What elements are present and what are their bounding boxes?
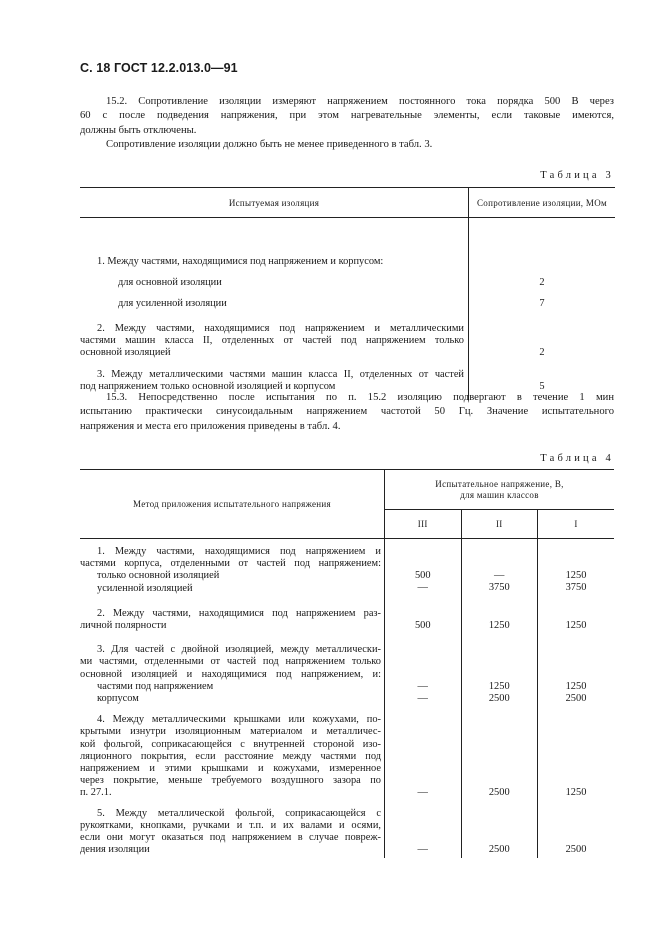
column-header-class-ii: II [461,510,538,539]
value-class-ii: — 3750 [461,539,538,603]
row-text: основной изоляцией и находящимися под напряжением, и: [80,668,381,680]
value-class-iii: 500 — [385,539,462,603]
row-text: дения изоляции [80,844,150,856]
table-row [80,808,614,859]
row-text: ми частями, отделенными от частей под напряжением только [80,656,381,668]
table-header-row [80,188,615,218]
table-4-caption: Таблица 4 [540,453,614,464]
row-value [469,218,616,278]
row-text: ляционного покрытия, если расстояние между частями под [80,750,381,762]
row-text: для усиленной изоляции [118,298,227,310]
row-text: усиленной изоляцией [97,582,193,594]
row-text: 1. Между частями, находящимися под напряжением и корпусом: [97,256,384,267]
row-text: 3. Между металлическими частями машин класса II, отделенных от частей [97,369,464,381]
text-line: напряжения и места его приложения приведены в табл. 4. [80,420,341,432]
value-class-ii: 2500 [461,714,538,807]
text-line: должны быть отключены. [80,124,197,136]
row-text: п. 27.1. [80,787,112,799]
value-class-iii: 500 [385,603,462,644]
row-text: 3. Для частей с двойной изоляцией, между металлически- [97,644,381,656]
row-text: 1. Между частями, находящимися под напряжением и [97,546,381,557]
text-line: 15.3. Непосредственно после испытания по п. 15.2 изоляцию подвергают в течение 1 мин [106,392,614,403]
row-text: кой фольгой, соприкасающейся с внутренней стороной изо- [80,738,381,750]
page-header: С. 18 ГОСТ 12.2.013.0—91 [80,61,238,75]
table-row [80,323,615,370]
text-line: 15.2. Сопротивление изоляции измеряют напряжением постоянного тока порядка 500 В через [106,96,614,107]
value-class-ii: 1250 [461,603,538,644]
table-row [80,714,614,807]
value-class-i: 1250 3750 [565,570,587,594]
row-text: крытыми изнутри изоляционным материалом и металличес- [80,726,381,738]
value-class-iii: — [385,714,462,807]
column-header-resistance: Сопротивление изоляции, МОм [469,188,616,218]
table-3 [80,187,615,400]
table-row [80,218,615,278]
row-text: под напряжением только основной изоляцией и корпусом [80,381,336,393]
value-class-i: 2500 [565,844,587,856]
text-line: испытанию практически синусоидальным напряжением частотой 50 Гц. Значение испытательного [80,406,614,418]
column-header-class-i: I [538,510,615,539]
value-class-ii: 1250 2500 [461,644,538,714]
table-row [80,277,615,298]
value-class-iii: — — [385,644,462,714]
table-row [80,644,614,714]
column-header-class-iii: III [385,510,462,539]
table-row [80,298,615,322]
row-text: частями под напряжением [97,680,214,692]
row-text: рукоятками, кнопками, ручками и т.п. и их валами и осями, [80,819,381,831]
column-header-voltage: Испытательное напряжение, В, для машин классов [385,470,615,510]
paragraph-15-2 [80,95,614,152]
row-text: если они могут оказаться под напряжением в случае повреж- [80,832,381,844]
row-text: частями корпуса, отделенными от частей под напряжением: [80,558,381,570]
value-class-ii: 2500 [461,808,538,859]
table-row [80,603,614,644]
row-value: 7 [539,298,545,310]
column-header-insulation: Испытуемая изоляция [80,188,469,218]
row-text: личной полярности [80,620,167,632]
row-text: через покрытие, меньше требуемого воздушного зазора по [80,775,381,787]
text-line: Сопротивление изоляции должно быть не менее приведенного в табл. 3. [106,138,433,150]
table-header-row [80,470,614,510]
table-4 [80,469,614,858]
table-3-caption: Таблица 3 [540,170,614,181]
row-text: 4. Между металлическими крышками или кожухами, по- [97,714,381,726]
value-class-iii: — [385,808,462,859]
row-text: только основной изоляцией [97,570,220,582]
row-text: 5. Между металлической фольгой, соприкасающейся с [97,807,381,819]
row-text: 2. Между частями, находящимися под напряжением раз- [97,607,381,619]
row-text: основной изоляцией [80,347,171,359]
paragraph-15-3 [80,391,614,434]
row-text: 2. Между частями, находящимися под напряжением и металлическими [97,322,464,334]
row-value: 5 [539,381,545,393]
row-text: корпусом [97,693,139,705]
column-header-method: Метод приложения испытательного напряжения [80,470,385,539]
row-text: напряжением и этими крышками и кожухами, измеренное [80,763,381,775]
row-text: для основной изоляции [118,277,222,289]
text-line: 60 с после подведения напряжения, при этом нагревательные элементы, если таковые имеются, [80,110,614,122]
value-class-i: 1250 [565,787,587,799]
value-class-i: 1250 2500 [565,680,587,705]
value-class-i: 1250 [565,620,587,632]
table-row [80,539,614,603]
row-value: 2 [539,347,545,359]
row-value: 2 [539,277,545,289]
row-text: частями машин класса II, отделенных от частей под напряжением только [80,334,464,346]
